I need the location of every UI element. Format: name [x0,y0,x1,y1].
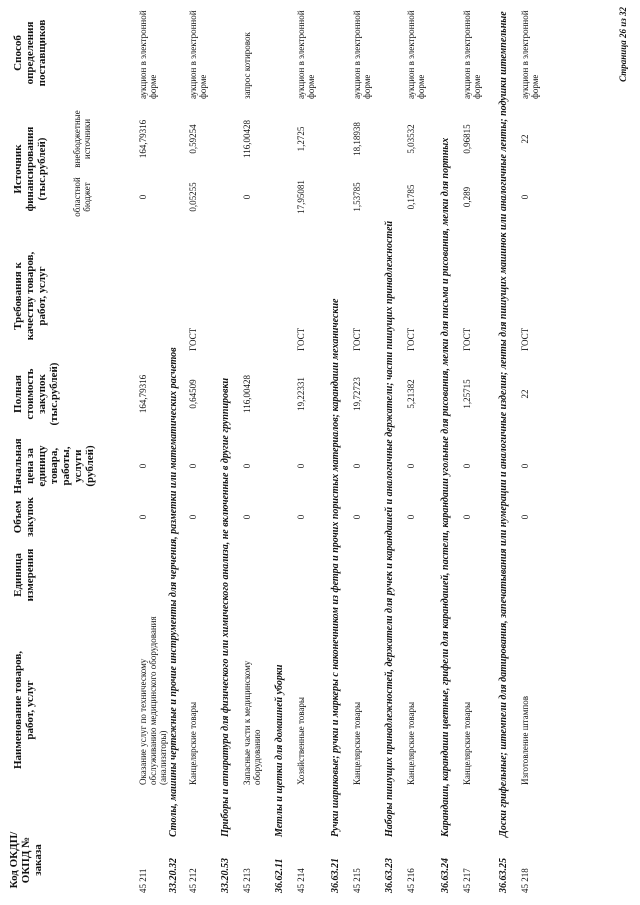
header-method: Способ определения поставщиков [12,19,48,87]
cell-order: 45 217 [462,868,472,893]
cell-extra: 5,03532 [406,124,416,154]
cell-method: аукцион в электронной форме [462,10,482,99]
group-title: Доски грифельные; штемпели для датирования, запечатывания или нумерации и аналогичные изделия; ленты для пишущих машинок или аналогичные ленты; подушки штемпельные [498,11,509,837]
header-start-price: Начальная цена за единицу товара, работы, услуги (рублей) [12,438,96,494]
cell-order: 45 212 [188,868,198,893]
cell-extra: 18,18938 [352,122,362,156]
cell-name: Запасные части к медицинскому оборудованию [242,660,262,785]
group-title: Карандаши, карандаши цветные, грифели для карандашей, пастели, карандаши угольные для рисования, мелки для письма и рисования, мелки для портных [440,137,451,837]
header-name: Наименование товаров, работ, услуг [12,650,36,770]
cell-cost: 5,21382 [406,379,416,409]
cell-volume: 0 [296,514,306,520]
cell-name: Канцелярские товары [352,701,362,785]
cell-cost: 19,72723 [352,377,362,411]
cell-extra: 0,96815 [462,124,472,154]
group-code: 36.63.23 [384,858,395,893]
cell-method: запрос котировок [242,32,252,99]
cell-name: Изготовление штампов [520,696,530,785]
cell-order: 45 214 [296,868,306,893]
cell-cost: 164,79316 [138,374,148,414]
cell-method: аукцион в электронной форме [188,10,208,99]
cell-order: 45 218 [520,868,530,893]
cell-cost: 22 [520,389,530,399]
cell-regional: 0 [242,194,252,200]
cell-regional: 17,95081 [296,180,306,214]
cell-price: 0 [406,463,416,469]
header-volume: Объем закупок [12,497,36,537]
cell-req: ГОСТ [352,327,362,351]
cell-order: 45 215 [352,868,362,893]
cell-name: Канцелярские товары [406,701,416,785]
cell-req: ГОСТ [520,327,530,351]
cell-extra: 1,2725 [296,126,306,152]
cell-name: Канцелярские товары [462,701,472,785]
cell-order: 45 216 [406,868,416,893]
cell-req: ГОСТ [296,327,306,351]
cell-req: ГОСТ [406,327,416,351]
cell-regional: 1,53785 [352,182,362,212]
cell-volume: 0 [406,514,416,520]
group-code: 36.62.11 [274,858,285,893]
cell-price: 0 [296,463,306,469]
cell-method: аукцион в электронной форме [520,10,540,99]
header-unit: Единица измерения [12,548,36,602]
cell-method: аукцион в электронной форме [296,10,316,99]
group-code: 33.20.32 [168,858,179,893]
cell-method: аукцион в электронной форме [352,10,372,99]
cell-volume: 0 [520,514,530,520]
group-title: Приборы и аппаратура для физического или химического анализа, не включенные в другие группировки [220,377,231,837]
cell-price: 0 [138,463,148,469]
cell-volume: 0 [462,514,472,520]
cell-regional: 0,1785 [406,184,416,210]
header-full-cost: Полная стоимость закупок (тыс.рублей) [12,362,60,426]
cell-extra: 0,59254 [188,124,198,154]
page-number: Страница 26 из 32 [618,7,628,82]
cell-name: Хозяйственные товары [296,697,306,785]
cell-price: 0 [188,463,198,469]
cell-cost: 116,00428 [242,375,252,413]
header-code-text: Код ОКДП/ ОКПД № заказа [8,831,44,889]
group-code: 36.63.25 [498,858,509,893]
cell-extra: 22 [520,134,530,144]
cell-cost: 0,64509 [188,379,198,409]
group-title: Наборы пишущих принадлежностей, держатели для ручек и карандашей и аналогичные держатели; части пишущих принадлежностей [384,220,395,837]
cell-name: Канцелярские товары [188,701,198,785]
cell-volume: 0 [242,514,252,520]
group-title: Метлы и щетки для домашней уборки [274,664,285,837]
cell-regional: 0,05255 [188,182,198,212]
cell-regional: 0 [138,194,148,200]
cell-extra: 164,79316 [138,119,148,159]
cell-price: 0 [242,463,252,469]
group-code: 36.63.24 [440,858,451,893]
cell-req: ГОСТ [462,327,472,351]
header-funding-regional: областной бюджет [72,177,92,217]
header-funding: Источник финансирования (тыс.рублей) [12,126,48,212]
cell-order: 45 213 [242,868,252,893]
cell-cost: 1,25715 [462,379,472,409]
cell-name: Оказание услуг по техническому обслуживанию медицинского оборудования (анализаторы) [138,616,168,785]
group-title: Ручки шариковые; ручки и маркеры с наконечником из фетра и прочих пористых материалов; карандаши механические [330,298,341,837]
group-title: Столы, машины чертежные и прочие инструменты для черчения, разметки или математических расчетов [168,347,179,837]
cell-price: 0 [352,463,362,469]
cell-cost: 19,22331 [296,377,306,411]
cell-extra: 116,00428 [242,120,252,158]
cell-price: 0 [520,463,530,469]
cell-price: 0 [462,463,472,469]
cell-method: аукцион в электронной форме [406,10,426,99]
cell-regional: 0,289 [462,186,472,208]
header-funding-extra: внебюджетные источники [72,110,92,168]
group-code: 36.63.21 [330,858,341,893]
header-requirements: Требования к качеству товаров, работ, услуг [12,251,48,341]
group-code: 33.20.53 [220,858,231,893]
cell-order: 45 211 [138,868,148,893]
cell-volume: 0 [188,514,198,520]
cell-volume: 0 [138,514,148,520]
cell-method: аукцион в электронной форме [138,10,158,99]
cell-regional: 0 [520,194,530,200]
cell-req: ГОСТ [188,327,198,351]
cell-volume: 0 [352,514,362,520]
